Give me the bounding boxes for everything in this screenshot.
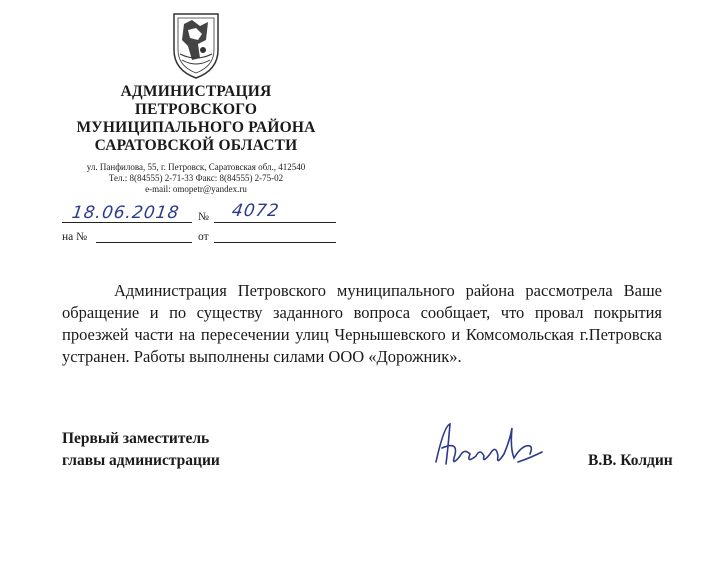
org-name-line4: САРАТОВСКОЙ ОБЛАСТИ xyxy=(94,137,298,154)
email-line: e-mail: omopetr@yandex.ru xyxy=(145,184,247,194)
body-paragraph: Администрация Петровского муниципального района рассмотрела Ваше обращение и по существу заданного вопроса сообщает, что провал покрытия проезжей части на пересечении улиц Чернышевского и Комсомольская г.Петровска устранен. Работы выполнены силами ООО «Дорожник». xyxy=(62,281,662,366)
registration-date: 18.06.2018 xyxy=(70,203,181,223)
org-name-line2: ПЕТРОВСКОГО xyxy=(134,101,258,118)
address-line: ул. Панфилова, 55, г. Петровск, Саратовская обл., 412540 xyxy=(86,162,306,172)
coat-of-arms-emblem xyxy=(170,10,222,80)
reference-label: на № xyxy=(62,231,88,243)
position-line1: Первый заместитель xyxy=(62,430,210,447)
signatory-name: В.В. Колдин xyxy=(588,452,673,469)
phone-fax-line: Тел.: 8(84555) 2-71-33 Факс: 8(84555) 2-75-02 xyxy=(108,173,284,183)
registration-number: 4072 xyxy=(230,201,281,221)
from-label: от xyxy=(198,231,209,243)
number-underline xyxy=(214,222,336,223)
position-line2: главы администрации xyxy=(62,452,220,469)
number-label: № xyxy=(198,211,209,223)
reference-underline xyxy=(96,242,192,243)
org-name-line3: МУНИЦИПАЛЬНОГО РАЙОНА xyxy=(76,119,316,136)
org-name-line1: АДМИНИСТРАЦИЯ xyxy=(120,83,272,100)
letter-body xyxy=(62,280,662,368)
handwritten-signature xyxy=(430,418,550,478)
signatory-position xyxy=(62,428,220,472)
from-underline xyxy=(214,242,336,243)
